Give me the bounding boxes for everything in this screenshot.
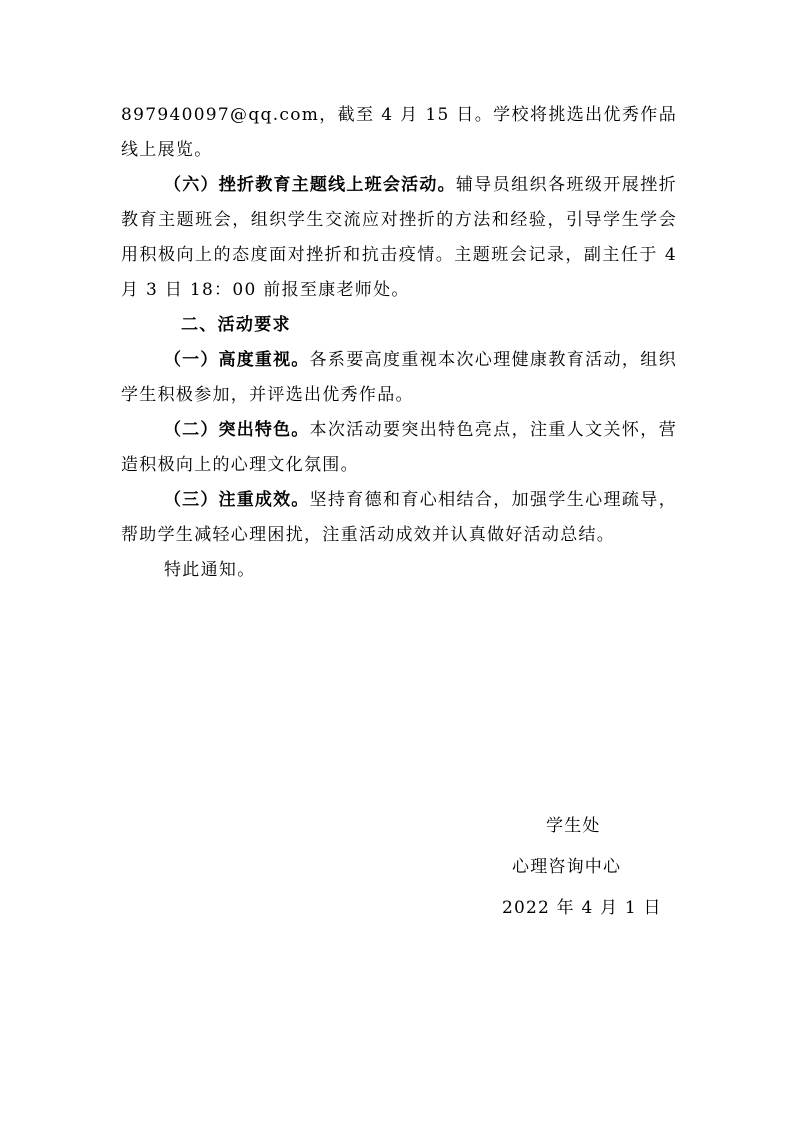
item-body-three: 坚持育德和育心相结合，加强学生心理疏导，帮助学生减轻心理困扰，注重活动成效并认真做好活动总结。: [121, 490, 677, 545]
item-body-six: 辅导员组织各班级开展挫折教育主题班会，组织学生交流应对挫折的方法和经验，引导学生学会用积极向上的态度面对挫折和抗击疫情。主题班会记录，副主任于 4 月 3 日 18：00 前报至康老师处。: [121, 175, 677, 300]
item-body-two: 本次活动要突出特色亮点，注重人文关怀，营造积极向上的心理文化氛围。: [121, 420, 677, 475]
item-body-one: 各系要高度重视本次心理健康教育活动，组织学生积极参加，并评选出优秀作品。: [121, 350, 677, 405]
item-label-three: （三）注重成效。: [164, 490, 310, 510]
paragraph-email-deadline: 897940097@qq.com，截至 4 月 15 日。学校将挑选出优秀作品线上展览。: [121, 105, 677, 160]
signature-date: 2022 年 4 月 1 日: [502, 898, 662, 918]
paragraph-requirement-two: [121, 413, 677, 483]
paragraph-requirement-one: [121, 343, 677, 413]
item-label-six: （六）挫折教育主题线上班会活动。: [164, 175, 456, 195]
item-label-two: （二）突出特色。: [164, 420, 310, 440]
signature-center: 心理咨询中心: [512, 857, 622, 877]
signature-department: 学生处: [546, 816, 601, 836]
paragraph-class-meeting: [121, 168, 677, 308]
section-heading-requirements: 二、活动要求: [181, 315, 291, 335]
document-body: [121, 98, 677, 588]
closing-notice: 特此通知。: [164, 560, 256, 580]
paragraph-requirement-three: [121, 483, 677, 553]
item-label-one: （一）高度重视。: [164, 350, 310, 370]
signature-block: [0, 810, 794, 940]
